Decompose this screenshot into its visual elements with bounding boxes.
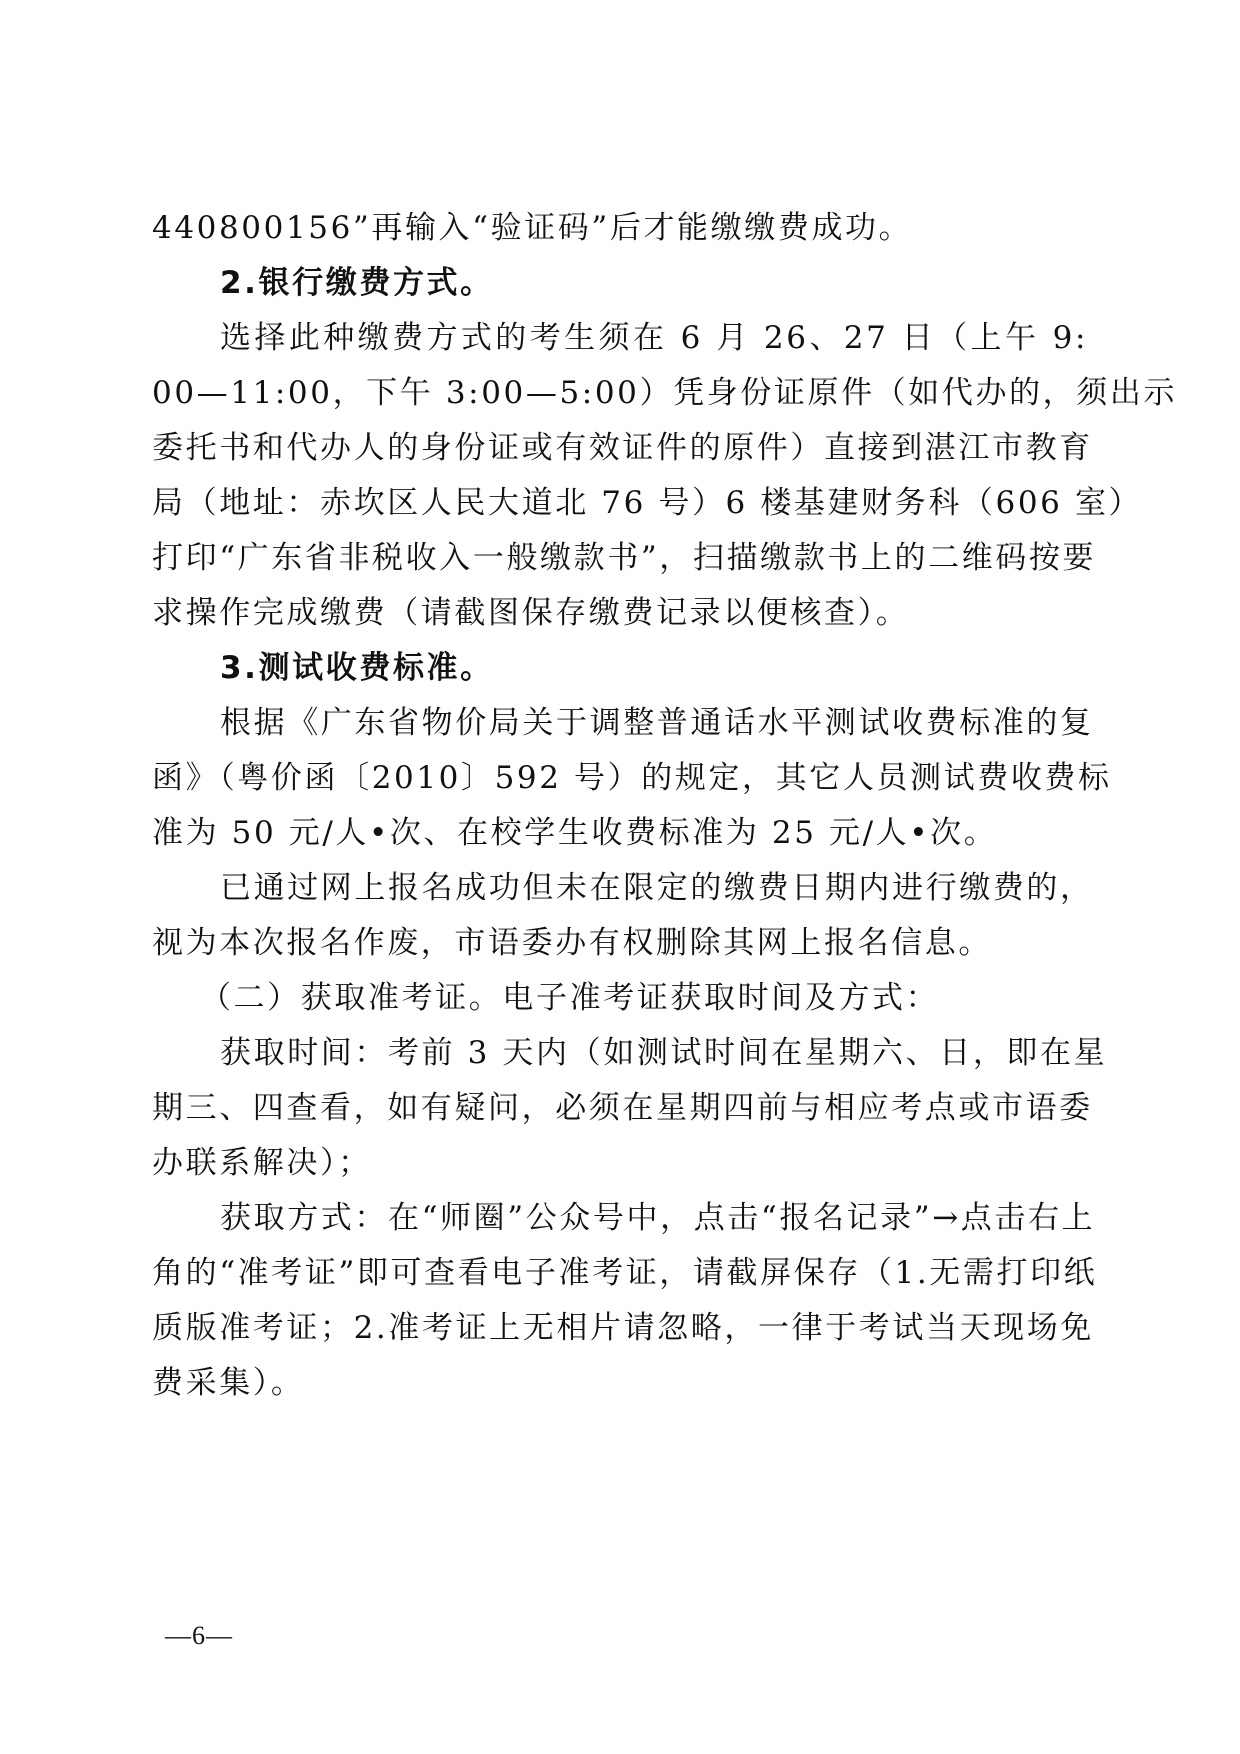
paragraph-line: 00—11:00，下午 3:00—5:00）凭身份证原件（如代办的，须出示	[152, 375, 1178, 411]
paragraph-line: 视为本次报名作废，市语委办有权删除其网上报名信息。	[152, 925, 992, 961]
paragraph-line: 选择此种缴费方式的考生须在 6 月 26、27 日（上午 9:	[220, 320, 1088, 356]
paragraph-line: 期三、四查看，如有疑问，必须在星期四前与相应考点或市语委	[152, 1090, 1093, 1126]
paragraph-line: 费采集）。	[152, 1365, 305, 1401]
paragraph-line: 获取时间：考前 3 天内（如测试时间在星期六、日，即在星	[220, 1035, 1108, 1071]
paragraph-line: 打印“广东省非税收入一般缴款书”，扫描缴款书上的二维码按要	[152, 540, 1097, 576]
section-heading-admission-ticket: （二）获取准考证。电子准考证获取时间及方式：	[200, 980, 940, 1016]
paragraph-line: 质版准考证；2.准考证上无相片请忽略，一律于考试当天现场免	[152, 1310, 1094, 1346]
page-number: —6—	[165, 1621, 233, 1650]
section-heading-fee-standard: 3.测试收费标准。	[220, 650, 494, 686]
paragraph-line: 角的“准考证”即可查看电子准考证，请截屏保存（1.无需打印纸	[152, 1255, 1098, 1291]
paragraph-line: 函》（粤价函〔2010〕592 号）的规定，其它人员测试费收费标	[152, 760, 1112, 796]
paragraph-line: 办联系解决）；	[152, 1145, 372, 1181]
paragraph-line: 已通过网上报名成功但未在限定的缴费日期内进行缴费的，	[220, 870, 1094, 906]
paragraph-line: 准为 50 元/人•次、在校学生收费标准为 25 元/人•次。	[152, 815, 998, 851]
paragraph-line-payment-code: 440800156”再输入“验证码”后才能缴缴费成功。	[152, 210, 913, 246]
paragraph-line: 委托书和代办人的身份证或有效证件的原件）直接到湛江市教育	[152, 430, 1093, 466]
paragraph-line: 根据《广东省物价局关于调整普通话水平测试收费标准的复	[220, 705, 1094, 741]
paragraph-line: 局（地址：赤坎区人民大道北 76 号）6 楼基建财务科（606 室）	[152, 485, 1143, 521]
paragraph-line: 求操作完成缴费（请截图保存缴费记录以便核查）。	[152, 595, 910, 631]
section-heading-bank-payment: 2.银行缴费方式。	[220, 265, 494, 301]
paragraph-line: 获取方式：在“师圈”公众号中，点击“报名记录”→点击右上	[220, 1200, 1096, 1236]
